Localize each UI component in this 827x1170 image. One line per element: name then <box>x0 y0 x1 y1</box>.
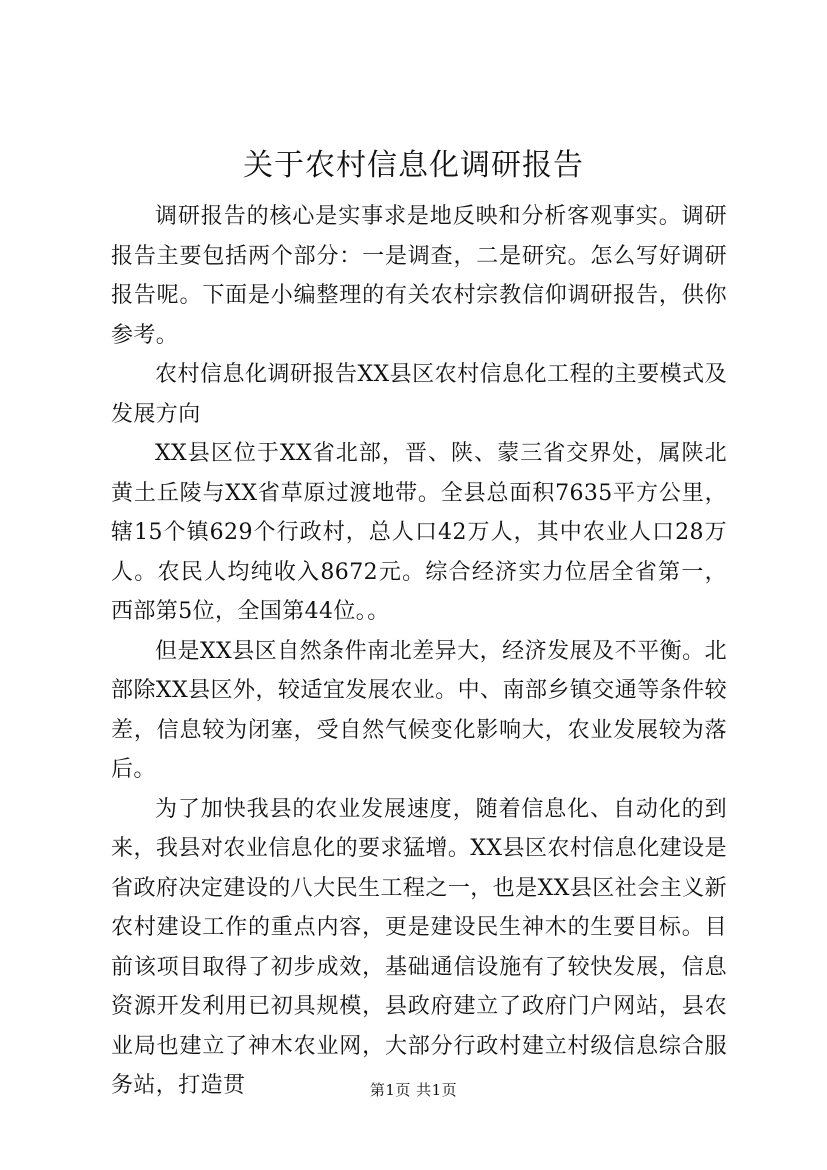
paragraph-development: 为了加快我县的农业发展速度，随着信息化、自动化的到来，我县对农业信息化的要求猛增。XX县区农村信息化建设是省政府决定建设的八大民生工程之一，也是XX县区社会主义新农村建设工作的重点内容，更是建设民生神木的生要目标。目前该项目取得了初步成效，基础通信设施有了较快发展，信息资源开发利用已初具规模，县政府建立了政府门户网站，县农业局也建立了神木农业网，大部分行政村建立村级信息综合服务站，打造贯 <box>111 796 727 1098</box>
document-title: 关于农村信息化调研报告 <box>243 148 584 183</box>
page-footer: 第1页 共1页 <box>369 1081 458 1099</box>
paragraph-conditions: 但是XX县区自然条件南北差异大，经济发展及不平衡。北部除XX县区外，较适宜发展农业。中、南部乡镇交通等条件较差，信息较为闭塞，受自然气候变化影响大，农业发展较为落后。 <box>111 638 727 782</box>
document-body <box>111 197 727 1106</box>
paragraph-subtitle: 农村信息化调研报告XX县区农村信息化工程的主要模式及发展方向 <box>111 362 727 427</box>
paragraph-intro: 调研报告的核心是实事求是地反映和分析客观事实。调研报告主要包括两个部分：一是调查，二是研究。怎么写好调研报告呢。下面是小编整理的有关农村宗教信仰调研报告，供你参考。 <box>111 204 727 348</box>
paragraph-location: XX县区位于XX省北部，晋、陕、蒙三省交界处，属陕北黄土丘陵与XX省草原过渡地带。全县总面积7635平方公里，辖15个镇629个行政村，总人口42万人，其中农业人口28万人。农民人均纯收入8672元。综合经济实力位居全省第一，西部第5位，全国第44位。。 <box>111 441 727 624</box>
